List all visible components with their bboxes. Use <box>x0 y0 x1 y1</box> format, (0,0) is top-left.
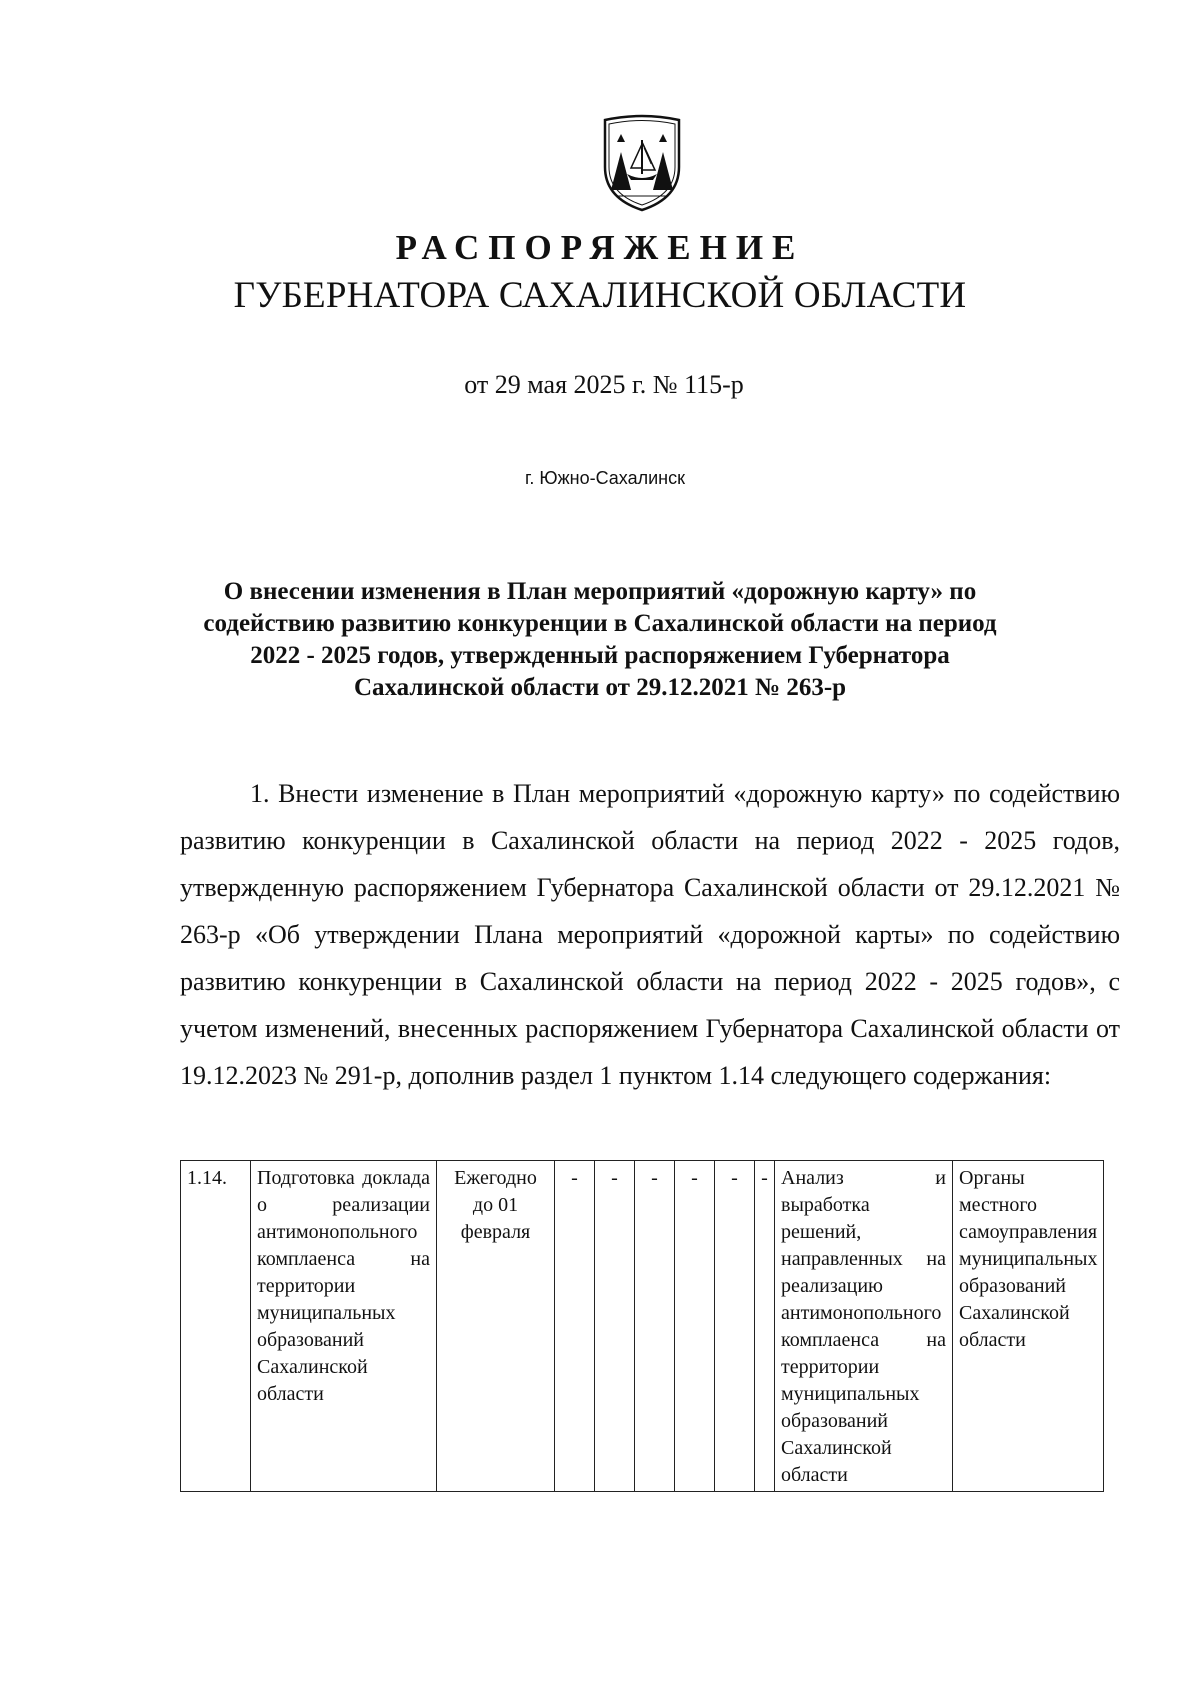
value-cell: - <box>555 1161 595 1492</box>
body-paragraph: 1. Внести изменение в План мероприятий «дорожную карту» по содействию развитию конкуренции в Сахалинской области на период 2022 - 2025 годов, утвержденную распоряжением Губернатора Сахалинской области от 29.12.2021 № 263-р «Об утверждении Плана мероприятий «дорожной карты» по содействию развитию конкуренции в Сахалинской области на период 2022 - 2025 годов», с учетом изменений, внесенных распоряжением Губернатора Сахалинской области от 19.12.2023 № 291-р, дополнив раздел 1 пунктом 1.14 следующего содержания: <box>180 779 1120 1090</box>
table-row <box>181 1161 1104 1492</box>
activity-cell: Подготовка доклада о реализации антимонопольного комплаенса на территории муниципальных образований Сахалинской области <box>251 1161 437 1492</box>
coat-of-arms-icon <box>597 112 687 212</box>
value-cell: - <box>755 1161 775 1492</box>
amendment-table <box>180 1160 1104 1492</box>
document-body <box>180 770 1120 1099</box>
subject-line: О внесении изменения в План мероприятий «дорожную карту» по <box>223 578 977 605</box>
subject-line: 2022 - 2025 годов, утвержденный распоряжением Губернатора <box>250 642 950 669</box>
document-date-number: от 29 мая 2025 г. № 115-р <box>464 370 744 399</box>
deadline-cell: Ежегодно до 01 февраля <box>437 1161 555 1492</box>
value-cell: - <box>635 1161 675 1492</box>
value-cell: - <box>675 1161 715 1492</box>
responsible-cell: Органы местного самоуправления муниципальных образований Сахалинской области <box>953 1161 1104 1492</box>
item-number-cell: 1.14. <box>181 1161 251 1492</box>
document-city: г. Южно-Сахалинск <box>525 468 685 488</box>
document-issuer: ГУБЕРНАТОРА САХАЛИНСКОЙ ОБЛАСТИ <box>233 275 967 316</box>
value-cell: - <box>715 1161 755 1492</box>
value-cell: - <box>595 1161 635 1492</box>
document-title: РАСПОРЯЖЕНИЕ <box>395 228 805 267</box>
subject-line: Сахалинской области от 29.12.2021 № 263-р <box>353 674 847 701</box>
subject-line: содействию развитию конкуренции в Сахалинской области на период <box>203 610 997 637</box>
result-cell: Анализ и выработка решений, направленных на реализацию антимонопольного комплаенса на территории муниципальных образований Сахалинской области <box>775 1161 953 1492</box>
document-subject <box>180 576 1020 704</box>
